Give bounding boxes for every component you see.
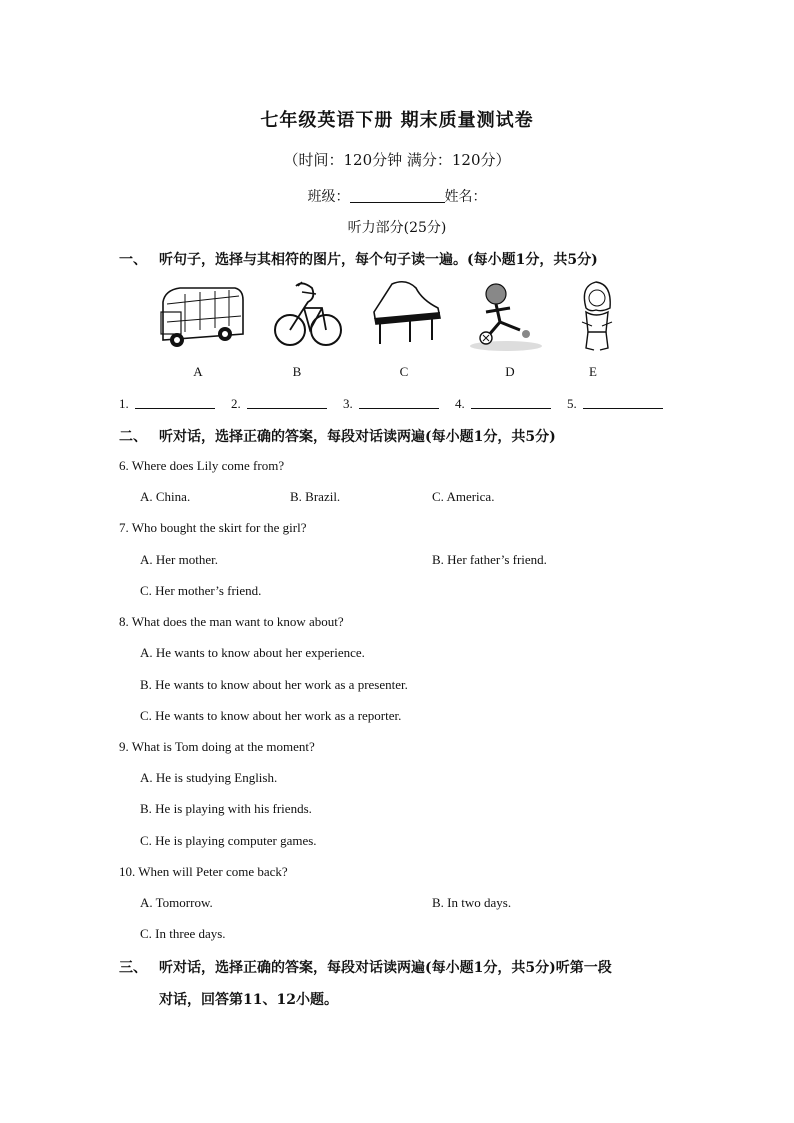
section3-heading [119,957,612,977]
question-9: 9. What is Tom doing at the moment? [119,739,315,754]
q6-option-c[interactable]: C. America. [432,489,495,504]
section1-number: 一、 [119,252,147,268]
question-8: 8. What does the man want to know about? [119,614,344,629]
answer-blank-3[interactable]: 3. [343,396,439,412]
section2-instruction: 听对话，选择正确的答案，每段对话读两遍(每小题1分，共5分) [159,429,556,445]
q9-option-b[interactable]: B. He is playing with his friends. [140,801,312,816]
q10-option-a[interactable]: A. Tomorrow. [140,895,213,910]
class-blank[interactable] [350,188,445,203]
q7-option-c[interactable]: C. Her mother’s friend. [140,583,262,598]
question-10: 10. When will Peter come back? [119,864,288,879]
picture-label-b: B [292,364,302,379]
q8-option-b[interactable]: B. He wants to know about her work as a presenter. [140,677,408,692]
q10-option-c[interactable]: C. In three days. [140,926,226,941]
bicycle-icon [272,278,342,352]
picture-label-a: A [193,364,203,379]
section2-number: 二、 [119,429,147,445]
piano-icon [366,278,446,350]
q8-option-c[interactable]: C. He wants to know about her work as a reporter. [140,708,402,723]
question-6: 6. Where does Lily come from? [119,458,285,473]
exam-time-score: （时间：120分钟 满分：120分） [283,151,511,169]
section3-instruction-line2: 对话，回答第11、12小题。 [159,992,338,1008]
picture-label-d: D [505,364,515,379]
class-label: 班级： [307,189,350,205]
section3-instruction-line1: 听对话，选择正确的答案，每段对话读两遍(每小题1分，共5分)听第一段 [159,960,612,976]
page-title: 七年级英语下册 期末质量测试卷 [260,110,534,131]
section1-heading [119,249,598,269]
girl-icon [572,278,622,354]
answer-blank-5[interactable]: 5. [567,396,663,412]
q7-option-a[interactable]: A. Her mother. [140,552,218,567]
picture-label-c: C [399,364,409,379]
q10-option-b[interactable]: B. In two days. [432,895,512,910]
part-title: 听力部分(25分) [347,220,447,236]
student-info [0,186,794,206]
q6-option-b[interactable]: B. Brazil. [290,489,341,504]
section2-heading [119,426,556,446]
answer-blank-1[interactable]: 1. [119,396,215,412]
q9-option-c[interactable]: C. He is playing computer games. [140,833,317,848]
soccer-player-icon [466,278,546,352]
bus-icon [155,282,245,352]
q7-option-b[interactable]: B. Her father’s friend. [432,552,547,567]
name-label: 姓名： [444,189,487,205]
section1-instruction: 听句子，选择与其相符的图片，每个句子读一遍。(每小题1分，共5分) [159,252,598,268]
q8-option-a[interactable]: A. He wants to know about her experience. [140,645,365,660]
q6-option-a[interactable]: A. China. [140,489,191,504]
section3-number: 三、 [119,960,147,976]
q9-option-a[interactable]: A. He is studying English. [140,770,278,785]
question-7: 7. Who bought the skirt for the girl? [119,520,307,535]
picture-label-e: E [589,364,597,379]
answer-blank-4[interactable]: 4. [455,396,551,412]
answer-blank-2[interactable]: 2. [231,396,327,412]
